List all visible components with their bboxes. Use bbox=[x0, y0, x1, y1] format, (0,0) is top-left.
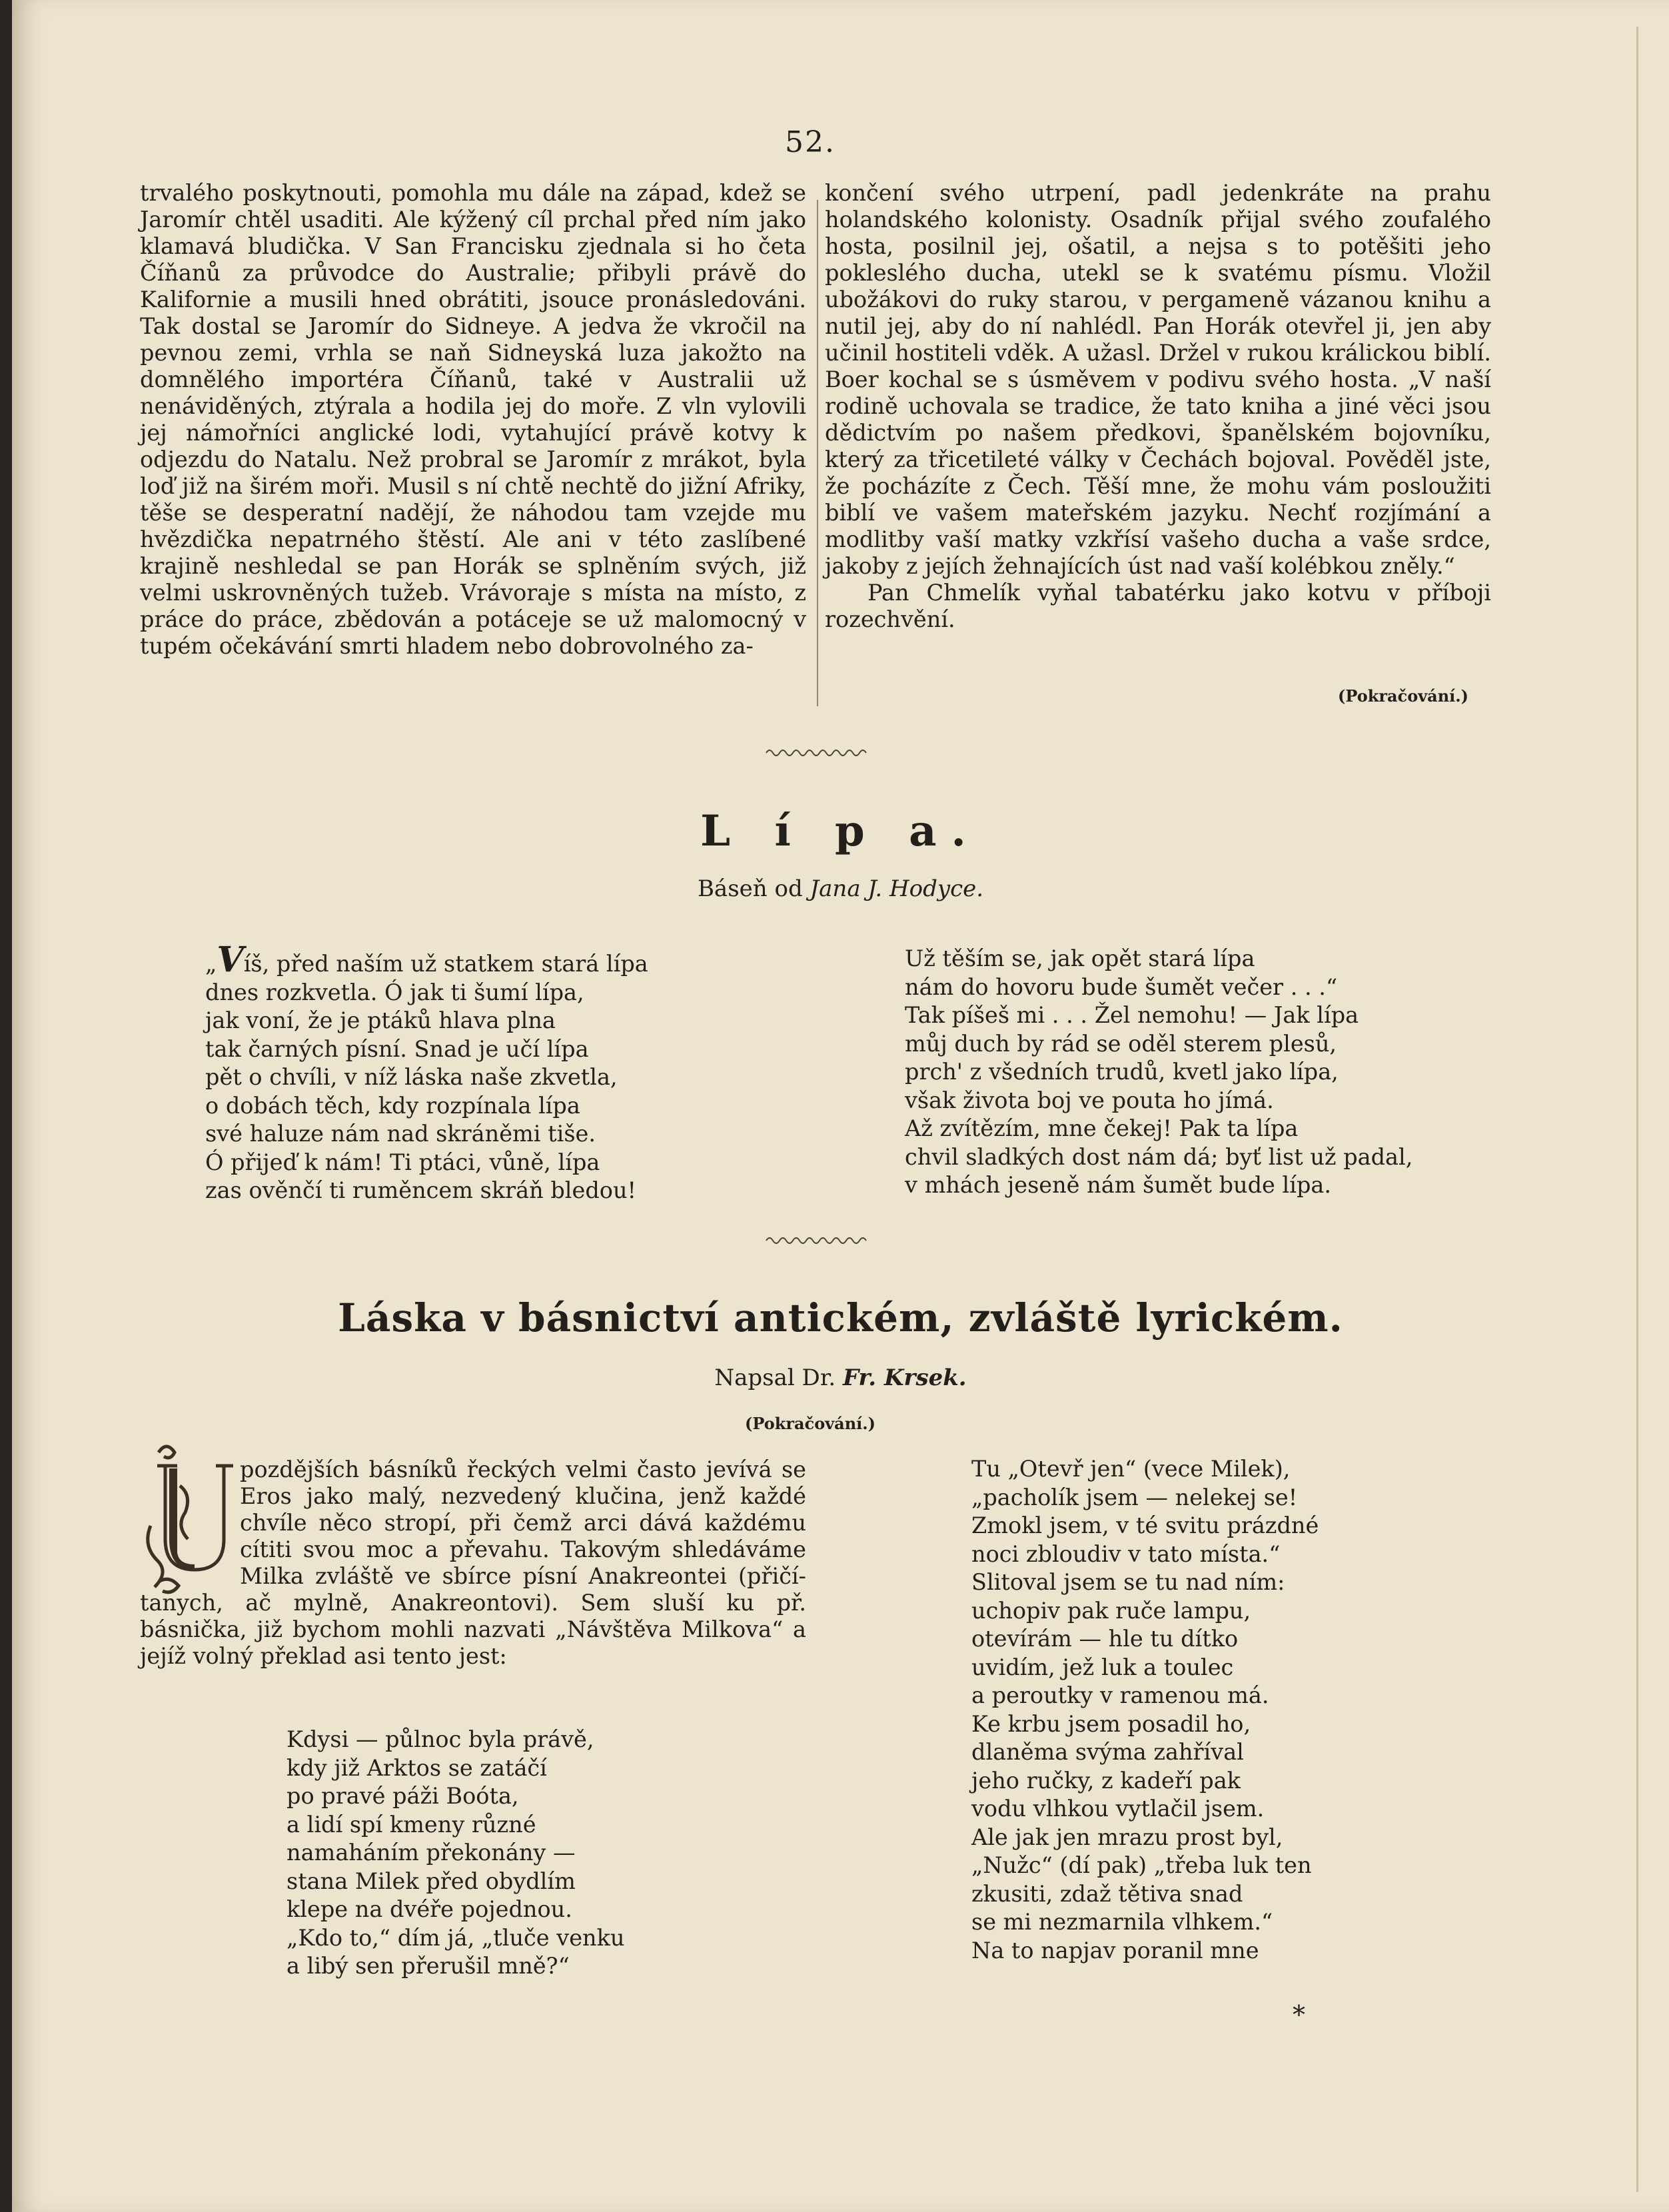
wave-ornament-divider bbox=[765, 1234, 871, 1247]
page-edge-line bbox=[1636, 27, 1638, 2192]
poem-line bbox=[205, 939, 648, 980]
byline-author: Fr. Krsek. bbox=[842, 1365, 967, 1391]
poem-line: namaháním překonány — bbox=[286, 1840, 576, 1866]
page-number: 52. bbox=[785, 125, 835, 159]
paragraph: Pan Chmelík vyňal tabatérku jako kotvu v příboji rozechvění. bbox=[825, 580, 1491, 632]
intro-line: Milka zvláště ve sbírce písní Anakreontei (přičí- bbox=[240, 1563, 806, 1589]
poem-title: L í p a. bbox=[700, 806, 981, 856]
top-article-right-column bbox=[825, 180, 1491, 633]
poem-line: a lidí spí kmeny různé bbox=[286, 1811, 536, 1838]
poem-line: uchopiv pak ruče lampu, bbox=[971, 1597, 1251, 1624]
poem-line: otevírám — hle tu dítko bbox=[971, 1626, 1239, 1652]
continued-note: (Pokračování.) bbox=[745, 1414, 875, 1433]
poem-line: Ale jak jen mrazu prost byl, bbox=[971, 1824, 1283, 1850]
continued-note: (Pokračování.) bbox=[1338, 686, 1468, 706]
poem-line: můj duch by rád se oděl sterem plesů, bbox=[905, 1030, 1337, 1057]
poem-line: Ó přijeď k nám! Ti ptáci, vůně, lípa bbox=[205, 1149, 600, 1175]
poem-line: Tu „Otevř jen“ (vece Milek), bbox=[971, 1456, 1291, 1482]
poem-line: Kdysi — půlnoc byla právě, bbox=[286, 1726, 594, 1752]
poem-line: zkusiti, zdaž tětiva snad bbox=[971, 1880, 1243, 1907]
poem-line: vodu vlhkou vytlačil jsem. bbox=[971, 1796, 1265, 1822]
byline-prefix: Napsal Dr. bbox=[714, 1365, 836, 1391]
article-poem-left bbox=[286, 1726, 624, 1981]
poem-line: o dobách těch, kdy rozpínala lípa bbox=[205, 1092, 580, 1119]
poem-line: „pacholík jsem — nelekej se! bbox=[971, 1484, 1298, 1510]
poem-line: jak voní, že je ptáků hlava plna bbox=[205, 1007, 556, 1033]
poem-line: prch' z všedních trudů, kvetl jako lípa, bbox=[905, 1059, 1339, 1085]
poem-line: jeho ručky, z kadeří pak bbox=[971, 1767, 1241, 1794]
wave-ornament-divider bbox=[765, 746, 871, 760]
byline-prefix: Báseň od bbox=[697, 875, 803, 902]
page bbox=[12, 0, 1669, 2212]
column-divider bbox=[817, 200, 818, 706]
poem-line-text: íš, před naším už statkem stará lípa bbox=[243, 951, 648, 977]
poem-line: „Nužc“ (dí pak) „třeba luk ten bbox=[971, 1852, 1312, 1878]
poem-line: tak čarných písní. Snad je učí lípa bbox=[205, 1035, 589, 1062]
poem-line: a peroutky v ramenou má. bbox=[971, 1682, 1269, 1708]
article-intro bbox=[140, 1456, 806, 1670]
article-poem-right bbox=[971, 1455, 1319, 1965]
paragraph: tanych, ač mylně, Anakreontovi). Sem sluší ku př. básnička, již bychom mohli nazvati „Návštěva Milkova“ a jejíž volný překlad asi tento jest: bbox=[140, 1590, 806, 1669]
article-byline bbox=[12, 1365, 1669, 1391]
poem-line: „Kdo to,“ dím já, „tluče venku bbox=[286, 1924, 625, 1951]
poem-line: své haluze nám nad skráněmi tiše. bbox=[205, 1121, 596, 1147]
poem-line: Až zvítězím, mne čekej! Pak ta lípa bbox=[905, 1115, 1299, 1141]
poem-line: pět o chvíli, v níž láska naše zkvetla, bbox=[205, 1064, 618, 1090]
poem-line: dnes rozkvetla. Ó jak ti šumí lípa, bbox=[205, 979, 584, 1005]
poem-line: dlaněma svýma zahříval bbox=[971, 1739, 1244, 1765]
poem-byline bbox=[12, 875, 1669, 902]
top-article-left-column bbox=[140, 180, 806, 660]
paragraph: trvalého poskytnouti, pomohla mu dále na západ, kdež se Jaromír chtěl usaditi. Ale kýžený cíl prchal před ním jako klamavá bludička. V San Francisku zjednala si ho četa Číňanů za průvodce do Australie; přibyli právě do Kalifornie a musili hned obrátiti, jsouce pronásledováni. Tak dostal se Jaromír do Sidneye. A jedva že vkročil na pevnou zemi, vrhla se naň Sidneyská luza jakožto na domnělého importéra Číňanů, také v Australii už nenáviděných, ztýrala a hodila jej do moře. Z vln vylovili jej námořníci anglické lodi, vytahující právě kotvy k odjezdu do Natalu. Než probral se Jaromír z mrákot, byla loď již na širém moři. Musil s ní chtě nechtě do jižní Afriky, těše se desperatní nadějí, že náhodou tam vzejde mu hvězdička nepatrného štěstí. Ale ani v této zaslíbené krajině neshledal se pan Horák se splněním svých, již velmi uskrovněných tužeb. Vrávoraje s místa na místo, z práce do práce, zbědován a potáceje se už malomocný v tupém očekávání smrti hladem nebo dobrovolného za- bbox=[140, 180, 806, 659]
poem-line: kdy již Arktos se zatáčí bbox=[286, 1754, 547, 1781]
poem-line: však života boj ve pouta ho jímá. bbox=[905, 1087, 1274, 1113]
poem-line: Slitoval jsem se tu nad ním: bbox=[971, 1569, 1285, 1595]
poem-line: nám do hovoru bude šumět večer . . .“ bbox=[905, 973, 1338, 1000]
poem-line: Na to napjav poranil mne bbox=[971, 1937, 1259, 1963]
article-title: Láska v básnictví antickém, zvláště lyrickém. bbox=[338, 1295, 1343, 1341]
intro-line: chvíle něco stropí, při čemž arci dává každému bbox=[240, 1510, 806, 1536]
poem-line: zas ověnčí ti ruměncem skráň bledou! bbox=[205, 1177, 637, 1203]
asterisk-mark: * bbox=[1293, 2000, 1305, 2029]
poem-line: Ke krbu jsem posadil ho, bbox=[971, 1710, 1251, 1737]
poem-line: v mhách jeseně nám šumět bude lípa. bbox=[905, 1172, 1332, 1198]
poem-line: uvidím, jež luk a toulec bbox=[971, 1654, 1234, 1680]
poem-line: Už těším se, jak opět stará lípa bbox=[905, 945, 1255, 971]
poem-line: Tak píšeš mi . . . Žel nemohu! — Jak lípa bbox=[905, 1002, 1359, 1028]
poem-line: noci zbloudiv v tato místa.“ bbox=[971, 1540, 1281, 1567]
opening-quote: „ bbox=[205, 951, 217, 977]
poem-line: Zmokl jsem, v té svitu prázdné bbox=[971, 1512, 1319, 1538]
poem-lipa-right-stanza bbox=[905, 945, 1412, 1200]
poem-line: chvil sladkých dost nám dá; byť list už padal, bbox=[905, 1143, 1413, 1170]
ornamental-initial: V bbox=[217, 939, 244, 980]
byline-author: Jana J. Hodyce. bbox=[810, 875, 984, 902]
poem-lipa-left-stanza bbox=[205, 939, 648, 1205]
poem-line: a libý sen přerušil mně?“ bbox=[286, 1953, 570, 1979]
poem-line: klepe na dvéře pojednou. bbox=[286, 1896, 572, 1922]
poem-line: se mi nezmarnila vlhkem.“ bbox=[971, 1909, 1273, 1935]
poem-line: po pravé páži Boóta, bbox=[286, 1783, 519, 1809]
paragraph: končení svého utrpení, padl jedenkráte na prahu holandského kolonisty. Osadník přijal svého zoufalého hosta, posilnil jej, ošatil, a nejsa s to potěšiti jeho pokleslého ducha, utekl se k svatému písmu. Vložil ubožákovi do ruky starou, v pergameně vázanou knihu a nutil jej, aby do ní nahlédl. Pan Horák otevřel ji, jen aby učinil hostiteli vděk. A užasl. Držel v rukou králickou biblí. Boer kochal se s úsměvem v podivu svého hosta. „V naší rodině uchovala se tradice, že tato kniha a jiné věci jsou dědictvím po našem předkovi, španělském bojovníku, který za třicetileté války v Čechách bojoval. Pověděl jste, že pocházíte z Čech. Těší mne, že mohu vám posloužiti biblí ve vašem mateřském jazyku. Nechť rozjímání a modlitby vaší matky vzkřísí vašeho ducha a vaše srdce, jakoby z jejích žehnajících úst nad vaší kolébkou zněly.“ bbox=[825, 180, 1491, 579]
intro-line: cítiti svou moc a převahu. Takovým shledáváme bbox=[240, 1536, 806, 1562]
poem-line: stana Milek před obydlím bbox=[286, 1868, 576, 1894]
intro-line: pozdějších básníků řeckých velmi často jevívá se bbox=[240, 1456, 806, 1482]
intro-line: Eros jako malý, nezvedený klučina, jenž každé bbox=[240, 1483, 806, 1509]
